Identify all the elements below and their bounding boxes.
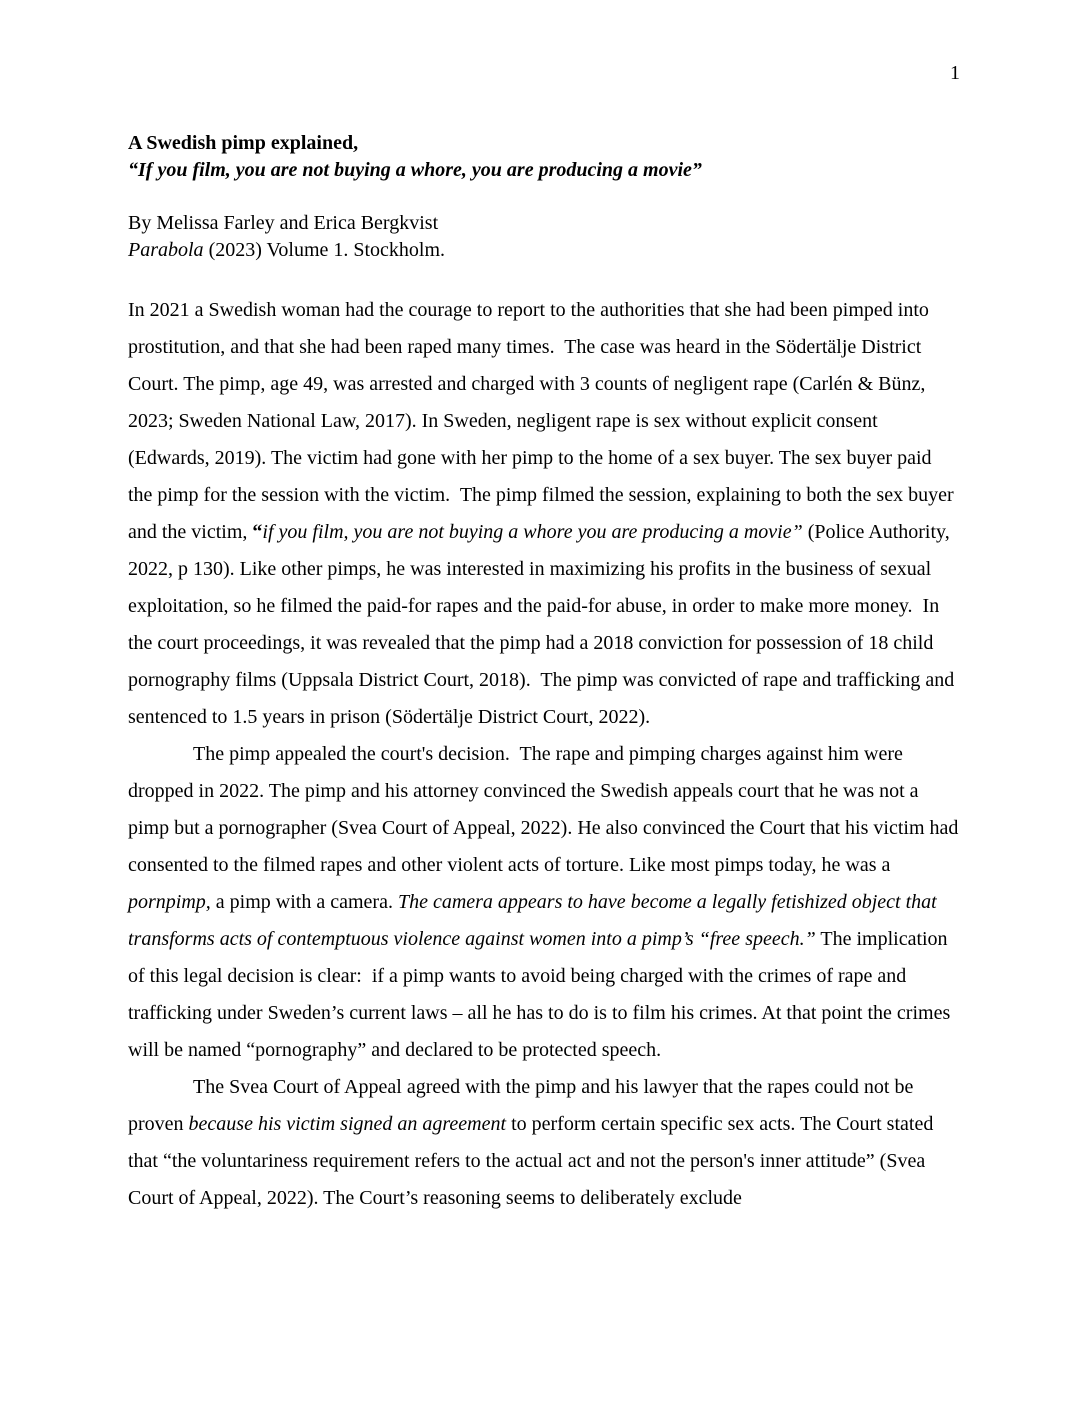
article-byline: By Melissa Farley and Erica Bergkvist (128, 212, 439, 234)
document-content (128, 130, 964, 1217)
journal-line (128, 237, 960, 264)
text-segment: “ (252, 521, 263, 543)
text-segment: The pimp appealed the court's decision. The rape and pimping charges against him were dropped in 2022. The pimp and his attorney convinced the Swedish appeals court that he was not a pimp but a pornographer (Svea Court of Appeal, 2022). He also convinced the Court that his victim had consented to the filmed rapes and other violent acts of torture. Like most pimps today, he was a (128, 743, 964, 876)
text-segment: Parabola (128, 239, 204, 261)
text-segment: The camera appears to have become a legally fetishized object that transforms acts of contemptuous violence against women into a pimp’s “free speech.” (128, 891, 942, 950)
page-number: 1 (950, 62, 960, 84)
article-body (128, 292, 964, 1217)
paragraph (128, 292, 960, 736)
text-segment: In 2021 a Swedish woman had the courage to report to the authorities that she had been pimped into prostitution, and that she had been raped many times. The case was heard in the Södertälje District Court. The pimp, age 49, was arrested and charged with 3 counts of negligent rape (Carlén & Bünz, 2023; Sweden National Law, 2017). In Sweden, negligent rape is sex without explicit consent (Edwards, 2019). The victim had gone with her pimp to the home of a sex buyer. The sex buyer paid the pimp for the session with the victim. The pimp filmed the session, explaining to both the sex buyer and the victim, (128, 299, 959, 543)
text-segment: (Police Authority, 2022, p 130). Like other pimps, he was interested in maximizing his profits in the business of sexual exploitation, so he filmed the paid-for rapes and the paid-for abuse, in order to make more money. In the court proceedings, it was revealed that the pimp had a 2018 conviction for possession of 18 child pornography films (Uppsala District Court, 2018). The pimp was convicted of rape and trafficking and sentenced to 1.5 years in prison (Södertälje District Court, 2022). (128, 521, 960, 728)
text-segment: to perform certain specific sex acts. The Court stated that “the voluntariness requirement refers to the actual act and not the person's inner attitude” (Svea Court of Appeal, 2022). The Court’s reasoning seems to deliberately exclude (128, 1113, 939, 1209)
byline-group (128, 210, 960, 264)
text-segment: because his victim signed an agreement (188, 1113, 507, 1135)
text-segment: if you film, you are not buying a whore you are producing a movie” (262, 521, 803, 543)
article-title: A Swedish pimp explained, (128, 132, 359, 154)
text-segment: pornpimp, (128, 891, 211, 913)
text-segment: The implication of this legal decision is clear: if a pimp wants to avoid being charged with the crimes of rape and trafficking under Sweden’s current laws – all he has to do is to film his crimes. At that point the crimes will be named “pornography” and declared to be protected speech. (128, 928, 956, 1061)
text-segment: (2023) Volume 1. Stockholm. (203, 239, 446, 261)
text-segment: The Svea Court of Appeal agreed with the pimp and his lawyer that the rapes could not be proven (128, 1076, 919, 1135)
article-header (128, 130, 960, 264)
paragraph (128, 736, 964, 1069)
article-subtitle: “If you film, you are not buying a whore, you are producing a movie” (128, 159, 702, 181)
text-segment: a pimp with a camera. (210, 891, 398, 913)
paragraph (128, 1069, 960, 1217)
